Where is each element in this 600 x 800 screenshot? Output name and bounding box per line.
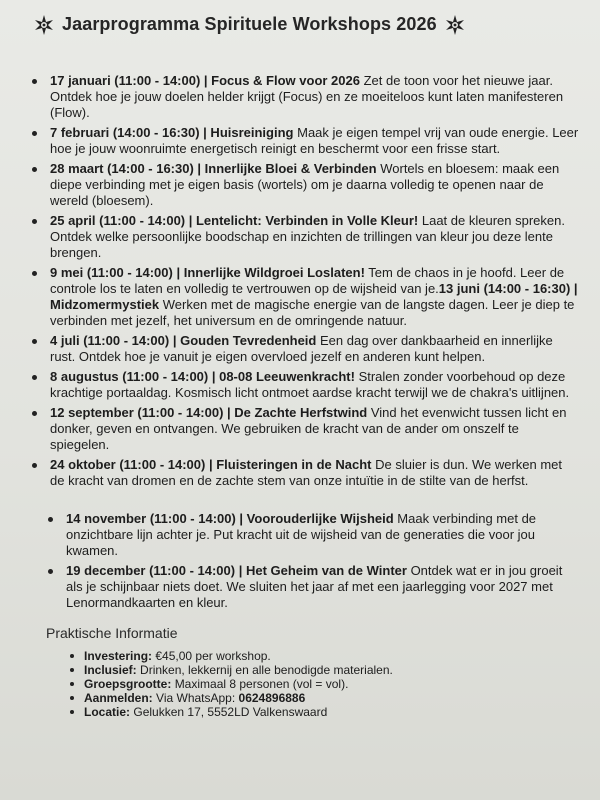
workshop-item	[30, 457, 580, 489]
bullet-icon	[32, 271, 37, 276]
bullet-icon	[70, 682, 74, 686]
bullet-icon	[32, 339, 37, 344]
title-row	[34, 14, 580, 35]
workshop-title: 25 april (11:00 - 14:00) | Lentelicht: Verbinden in Volle Kleur!	[50, 213, 419, 228]
workshop-title: 24 oktober (11:00 - 14:00) | Fluisteringen in de Nacht	[50, 457, 372, 472]
workshop-title: 7 februari (14:00 - 16:30) | Huisreiniging	[50, 125, 294, 140]
info-heading: Praktische Informatie	[46, 625, 178, 641]
bullet-icon	[70, 696, 74, 700]
info-item-inclusief	[70, 663, 580, 677]
info-item-locatie	[70, 705, 580, 719]
workshop-description: Maak verbinding met de onzichtbare lijn achter je. Put kracht uit de wijsheid van de generaties die voor jou kwamen.	[66, 511, 537, 558]
bullet-icon	[70, 710, 74, 714]
bullet-icon	[32, 131, 37, 136]
workshop-title: 9 mei (11:00 - 14:00) | Innerlijke Wildgroei Loslaten!	[50, 265, 365, 280]
info-list	[30, 649, 580, 719]
workshop-title: 17 januari (11:00 - 14:00) | Focus & Flow voor 2026	[50, 73, 360, 88]
workshop-title: 13 juni (14:00 - 16:30) | Midzomermystiek	[50, 281, 578, 312]
info-label: Investering:	[84, 649, 153, 663]
info-item-investering	[70, 649, 580, 663]
star-flower-icon	[445, 15, 465, 35]
bullet-icon	[70, 668, 74, 672]
workshop-description: Wortels en bloesem: maak een diepe verbinding met je eigen basis (wortels) om je daarna volledig te openen naar de wereld (bloesem).	[50, 161, 560, 208]
workshop-item	[30, 213, 580, 261]
info-value: Maximaal 8 personen (vol = vol).	[174, 677, 349, 691]
workshop-list	[30, 73, 580, 611]
workshop-title: 8 augustus (11:00 - 14:00) | 08-08 Leeuwenkracht!	[50, 369, 355, 384]
info-label: Aanmelden:	[84, 691, 153, 705]
workshop-item	[30, 125, 580, 157]
info-label: Locatie:	[84, 705, 131, 719]
info-label: Inclusief:	[84, 663, 137, 677]
workshop-description: Maak je eigen tempel vrij van oude energie. Leer hoe je jouw woonruimte energetisch reinigt en beschermt voor een frisse start.	[50, 125, 579, 156]
workshop-item	[30, 405, 580, 453]
workshop-description: Laat de kleuren spreken. Ontdek welke persoonlijke boodschap en inzichten de trillingen van kleur jou deze lente brengen.	[50, 213, 565, 260]
bullet-icon	[32, 375, 37, 380]
phone-number: 0624896886	[238, 691, 306, 705]
bullet-icon	[70, 654, 74, 658]
workshop-item	[30, 161, 580, 209]
workshop-item	[46, 563, 580, 611]
workshop-title: 12 september (11:00 - 14:00) | De Zachte Herfstwind	[50, 405, 368, 420]
workshop-item	[30, 265, 580, 329]
info-value: Drinken, lekkernij en alle benodigde materialen.	[140, 663, 393, 677]
bullet-icon	[32, 79, 37, 84]
info-value: Via WhatsApp:	[156, 691, 236, 705]
info-value: €45,00 per workshop.	[155, 649, 271, 663]
workshop-item	[30, 333, 580, 365]
workshop-description: Tem de chaos in je hoofd. Leer de controle los te laten en volledig te vertrouwen op de wijsheid van je.	[50, 265, 565, 296]
workshop-title: 4 juli (11:00 - 14:00) | Gouden Tevredenheid	[50, 333, 317, 348]
workshop-description: Werken met de magische energie van de langste dagen. Leer je diep te verbinden met jezelf, het universum en de omringende natuur.	[50, 297, 575, 328]
bullet-icon	[32, 219, 37, 224]
workshop-description: Zet de toon voor het nieuwe jaar. Ontdek hoe je jouw doelen helder krijgt (Focus) en ze moeiteloos kunt laten manifesteren (Flow).	[50, 73, 564, 120]
bullet-icon	[32, 411, 37, 416]
info-label: Groepsgrootte:	[84, 677, 172, 691]
bullet-icon	[32, 463, 37, 468]
workshop-title: 28 maart (14:00 - 16:30) | Innerlijke Bloei & Verbinden	[50, 161, 377, 176]
info-value: Gelukken 17, 5552LD Valkenswaard	[133, 705, 328, 719]
bullet-icon	[32, 167, 37, 172]
workshop-item	[30, 369, 580, 401]
star-flower-icon	[34, 15, 54, 35]
workshop-item	[46, 511, 580, 559]
workshop-item	[30, 73, 580, 121]
page-title: Jaarprogramma Spirituele Workshops 2026	[62, 14, 437, 34]
workshop-description: Stralen zonder voorbehoud op deze krachtige portaaldag. Kosmisch licht ontmoet aardse kracht terwijl we de chakra's uitlijnen.	[50, 369, 570, 400]
workshop-description: Ontdek wat er in jou groeit als je schijnbaar niets doet. We sluiten het jaar af met een jaarlegging voor 2027 met Lenormandkaarten en kleur.	[66, 563, 563, 610]
workshop-description: De sluier is dun. We werken met de kracht van dromen en de zachte stem van onze intuïtie in de stilte van de herfst.	[50, 457, 563, 488]
workshop-description: Een dag over dankbaarheid en innerlijke rust. Ontdek hoe je vanuit je eigen overvloed jezelf en anderen kunt helpen.	[50, 333, 553, 364]
bullet-icon	[48, 569, 53, 574]
bullet-icon	[48, 517, 53, 522]
info-item-aanmelden	[70, 691, 580, 705]
workshop-description: Vind het evenwicht tussen licht en donker, geven en ontvangen. We gebruiken de kracht van de ander om onszelf te spiegelen.	[50, 405, 567, 452]
workshop-title: 14 november (11:00 - 14:00) | Voorouderlijke Wijsheid	[66, 511, 394, 526]
info-item-groepsgrootte	[70, 677, 580, 691]
workshop-title: 19 december (11:00 - 14:00) | Het Geheim van de Winter	[66, 563, 407, 578]
